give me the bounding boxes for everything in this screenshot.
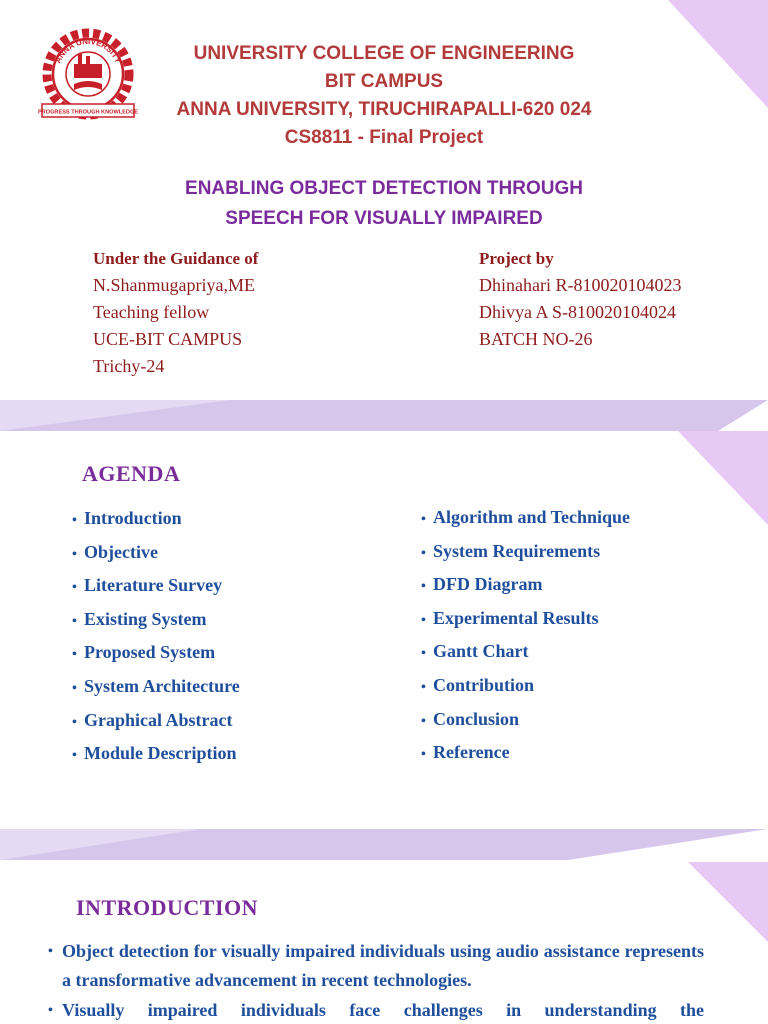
bullet-icon: • [421, 747, 426, 763]
bullet-icon: • [72, 748, 77, 764]
band-shade-decoration [0, 400, 230, 431]
header-line: ANNA UNIVERSITY, TIRUCHIRAPALLI-620 024 [176, 99, 592, 120]
agenda-item-label: Contribution [433, 675, 535, 695]
project-by-line: Dhinahari R-810020104023 [479, 275, 682, 295]
agenda-item [72, 642, 215, 663]
bullet-icon: • [421, 612, 426, 628]
bullet-icon: • [421, 646, 426, 662]
introduction-paragraph-text: Object detection for visually impaired individuals using audio assistance represents a transformative advancement in recent technologies. [62, 941, 704, 990]
agenda-item [421, 675, 534, 696]
agenda-item-label: DFD Diagram [433, 574, 543, 595]
agenda-item [421, 608, 599, 629]
logo-arc-text: ANNA UNIVERSITY [53, 36, 123, 65]
introduction-paragraph [48, 937, 704, 995]
agenda-item-label: Proposed System [84, 642, 216, 663]
bullet-icon: • [421, 545, 426, 561]
agenda-item-label: Experimental Results [433, 607, 599, 628]
agenda-item [421, 507, 630, 528]
agenda-item-label: Conclusion [433, 708, 520, 729]
bullet-icon: • [72, 513, 77, 528]
agenda-item-label: Algorithm and Technique [433, 507, 631, 527]
bullet-icon: • [72, 647, 77, 663]
logo-banner-text: PROGRESS THROUGH KNOWLEDGE [37, 109, 139, 116]
project-title-line: ENABLING OBJECT DETECTION THROUGH [185, 178, 583, 199]
agenda-item [72, 508, 182, 529]
guidance-line: UCE-BIT CAMPUS [93, 329, 243, 349]
slide-separator-band [0, 829, 768, 860]
guidance-heading: Under the Guidance of [93, 249, 259, 268]
guidance-line: Teaching fellow [93, 302, 210, 322]
agenda-item-label: Graphical Abstract [84, 709, 233, 730]
header-line: CS8811 - Final Project [284, 127, 484, 148]
band-triangle-decoration [718, 400, 768, 431]
agenda-item-label: Reference [433, 742, 510, 763]
band-shade-decoration [0, 829, 200, 860]
agenda-item [421, 709, 519, 730]
agenda-item [72, 542, 158, 563]
slide-introduction [0, 860, 768, 1024]
band-triangle-decoration [568, 829, 768, 860]
introduction-title: INTRODUCTION [76, 895, 259, 920]
slide-title [0, 0, 768, 400]
agenda-item [72, 676, 240, 697]
header-line: UNIVERSITY COLLEGE OF ENGINEERING [193, 43, 575, 64]
project-by-line: Dhivya A S-810020104024 [479, 302, 677, 322]
introduction-paragraph [48, 996, 704, 1024]
bullet-icon: • [72, 580, 77, 596]
slide-separator-band [0, 400, 768, 431]
agenda-item [72, 710, 233, 731]
bullet-icon: • [421, 512, 426, 527]
agenda-item [72, 575, 222, 596]
agenda-item [72, 609, 207, 630]
agenda-item-label: Introduction [84, 508, 182, 528]
bullet-icon: • [72, 681, 77, 696]
agenda-item [421, 541, 600, 562]
bullet-icon: • [421, 713, 426, 729]
guidance-line: Trichy-24 [93, 356, 165, 376]
bullet-icon: • [48, 944, 53, 959]
bullet-icon: • [421, 680, 426, 695]
corner-triangle-decoration [688, 862, 768, 942]
agenda-item [421, 742, 510, 763]
bullet-icon: • [72, 613, 77, 629]
agenda-item [421, 641, 529, 662]
agenda-item-label: Module Description [84, 743, 237, 764]
project-title-line: SPEECH FOR VISUALLY IMPAIRED [225, 208, 543, 229]
corner-triangle-decoration [678, 431, 768, 525]
guidance-line: N.Shanmugapriya,ME [93, 275, 255, 295]
agenda-item-label: Gantt Chart [433, 641, 529, 662]
project-by-heading: Project by [479, 249, 554, 268]
bullet-icon: • [421, 579, 426, 595]
bullet-icon: • [72, 714, 77, 730]
agenda-item-label: Literature Survey [84, 575, 223, 596]
agenda-item-label: System Architecture [84, 676, 240, 696]
agenda-title: AGENDA [82, 461, 181, 486]
slide-agenda [0, 431, 768, 829]
agenda-item-label: Existing System [84, 608, 207, 629]
agenda-item-label: System Requirements [433, 540, 601, 561]
bullet-icon: • [48, 1003, 53, 1018]
header-line: BIT CAMPUS [324, 71, 444, 92]
agenda-item-label: Objective [84, 541, 158, 562]
project-by-line: BATCH NO-26 [479, 329, 593, 349]
introduction-paragraph-text: Visually impaired individuals face challenges in understanding the [62, 1000, 704, 1020]
agenda-item [421, 574, 542, 595]
agenda-item [72, 743, 237, 764]
bullet-icon: • [72, 546, 77, 562]
